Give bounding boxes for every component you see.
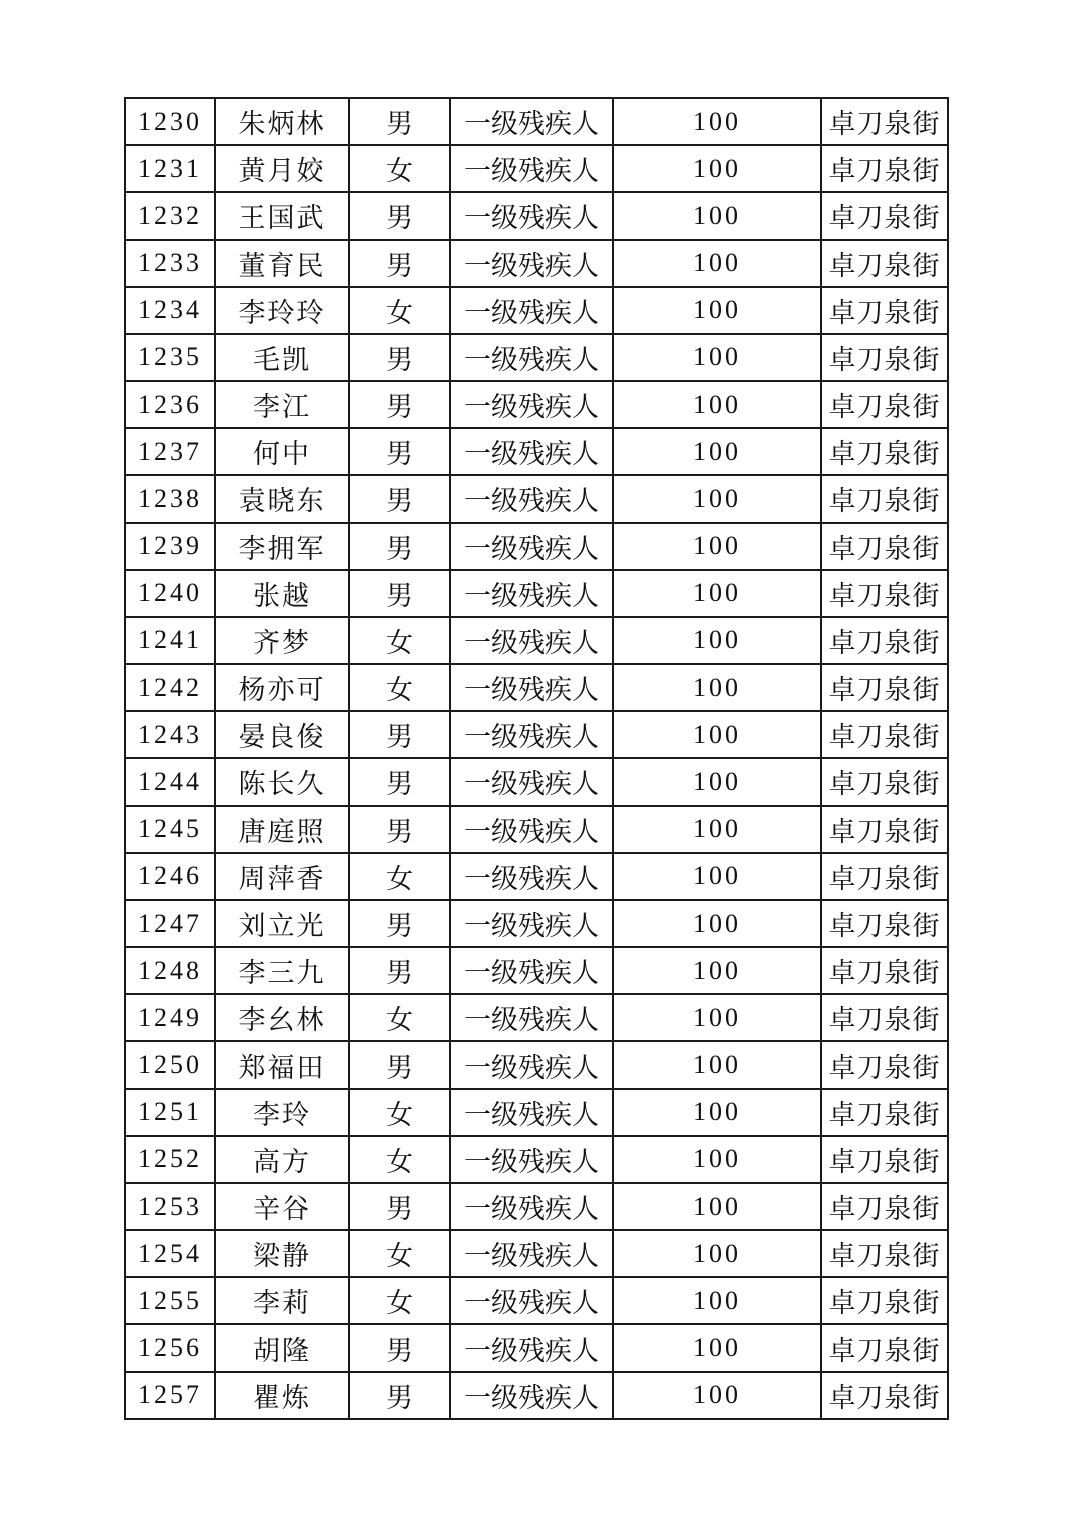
disability-category-cell: 一级残疾人: [450, 523, 613, 570]
serial-number-cell: 1242: [125, 664, 215, 711]
person-name-cell: 张越: [215, 570, 349, 617]
disability-category-cell: 一级残疾人: [450, 617, 613, 664]
table-row: [125, 758, 948, 805]
amount-cell: 100: [613, 1136, 821, 1183]
table-row: [125, 475, 948, 522]
street-cell: 卓刀泉街: [821, 98, 948, 145]
disability-category-cell: 一级残疾人: [450, 287, 613, 334]
disability-category-cell: 一级残疾人: [450, 900, 613, 947]
gender-cell: 女: [349, 287, 450, 334]
table-row: [125, 1277, 948, 1324]
street-cell: 卓刀泉街: [821, 1183, 948, 1230]
gender-cell: 男: [349, 1324, 450, 1371]
serial-number-cell: 1248: [125, 947, 215, 994]
person-name-cell: 晏良俊: [215, 711, 349, 758]
person-name-cell: 李江: [215, 381, 349, 428]
person-name-cell: 瞿炼: [215, 1372, 349, 1419]
amount-cell: 100: [613, 900, 821, 947]
table-row: [125, 947, 948, 994]
person-name-cell: 何中: [215, 428, 349, 475]
amount-cell: 100: [613, 381, 821, 428]
person-name-cell: 刘立光: [215, 900, 349, 947]
disability-category-cell: 一级残疾人: [450, 1277, 613, 1324]
amount-cell: 100: [613, 475, 821, 522]
amount-cell: 100: [613, 192, 821, 239]
roster-page: [124, 97, 947, 1420]
table-row: [125, 806, 948, 853]
serial-number-cell: 1246: [125, 853, 215, 900]
street-cell: 卓刀泉街: [821, 758, 948, 805]
table-row: [125, 192, 948, 239]
table-row: [125, 1372, 948, 1419]
serial-number-cell: 1252: [125, 1136, 215, 1183]
gender-cell: 男: [349, 523, 450, 570]
gender-cell: 女: [349, 994, 450, 1041]
street-cell: 卓刀泉街: [821, 240, 948, 287]
person-name-cell: 辛谷: [215, 1183, 349, 1230]
gender-cell: 女: [349, 1277, 450, 1324]
person-name-cell: 杨亦可: [215, 664, 349, 711]
street-cell: 卓刀泉街: [821, 428, 948, 475]
gender-cell: 男: [349, 334, 450, 381]
street-cell: 卓刀泉街: [821, 1277, 948, 1324]
disability-category-cell: 一级残疾人: [450, 428, 613, 475]
gender-cell: 女: [349, 1230, 450, 1277]
gender-cell: 男: [349, 711, 450, 758]
table-row: [125, 617, 948, 664]
disability-category-cell: 一级残疾人: [450, 806, 613, 853]
table-row: [125, 428, 948, 475]
amount-cell: 100: [613, 1324, 821, 1371]
serial-number-cell: 1250: [125, 1041, 215, 1088]
gender-cell: 女: [349, 145, 450, 192]
table-row: [125, 381, 948, 428]
disability-category-cell: 一级残疾人: [450, 334, 613, 381]
table-row: [125, 98, 948, 145]
gender-cell: 男: [349, 900, 450, 947]
table-row: [125, 1041, 948, 1088]
person-name-cell: 郑福田: [215, 1041, 349, 1088]
serial-number-cell: 1257: [125, 1372, 215, 1419]
street-cell: 卓刀泉街: [821, 853, 948, 900]
gender-cell: 男: [349, 240, 450, 287]
person-name-cell: 周萍香: [215, 853, 349, 900]
street-cell: 卓刀泉街: [821, 1324, 948, 1371]
gender-cell: 男: [349, 192, 450, 239]
amount-cell: 100: [613, 1183, 821, 1230]
table-row: [125, 1089, 948, 1136]
gender-cell: 男: [349, 98, 450, 145]
amount-cell: 100: [613, 664, 821, 711]
table-row: [125, 523, 948, 570]
person-name-cell: 李玲: [215, 1089, 349, 1136]
person-name-cell: 李拥军: [215, 523, 349, 570]
amount-cell: 100: [613, 806, 821, 853]
disability-category-cell: 一级残疾人: [450, 475, 613, 522]
amount-cell: 100: [613, 1041, 821, 1088]
amount-cell: 100: [613, 287, 821, 334]
amount-cell: 100: [613, 1277, 821, 1324]
serial-number-cell: 1256: [125, 1324, 215, 1371]
serial-number-cell: 1249: [125, 994, 215, 1041]
disability-category-cell: 一级残疾人: [450, 994, 613, 1041]
serial-number-cell: 1253: [125, 1183, 215, 1230]
gender-cell: 男: [349, 475, 450, 522]
street-cell: 卓刀泉街: [821, 1372, 948, 1419]
disability-category-cell: 一级残疾人: [450, 1041, 613, 1088]
serial-number-cell: 1255: [125, 1277, 215, 1324]
amount-cell: 100: [613, 853, 821, 900]
table-row: [125, 334, 948, 381]
table-row: [125, 240, 948, 287]
person-name-cell: 陈长久: [215, 758, 349, 805]
amount-cell: 100: [613, 240, 821, 287]
amount-cell: 100: [613, 1230, 821, 1277]
amount-cell: 100: [613, 334, 821, 381]
gender-cell: 男: [349, 947, 450, 994]
person-name-cell: 董育民: [215, 240, 349, 287]
street-cell: 卓刀泉街: [821, 1089, 948, 1136]
disability-category-cell: 一级残疾人: [450, 1183, 613, 1230]
disability-category-cell: 一级残疾人: [450, 1089, 613, 1136]
table-row: [125, 1324, 948, 1371]
amount-cell: 100: [613, 98, 821, 145]
person-name-cell: 李三九: [215, 947, 349, 994]
serial-number-cell: 1238: [125, 475, 215, 522]
disability-category-cell: 一级残疾人: [450, 381, 613, 428]
table-row: [125, 853, 948, 900]
street-cell: 卓刀泉街: [821, 334, 948, 381]
table-row: [125, 994, 948, 1041]
street-cell: 卓刀泉街: [821, 664, 948, 711]
disability-category-cell: 一级残疾人: [450, 664, 613, 711]
person-name-cell: 胡隆: [215, 1324, 349, 1371]
person-name-cell: 李莉: [215, 1277, 349, 1324]
disability-category-cell: 一级残疾人: [450, 1372, 613, 1419]
serial-number-cell: 1236: [125, 381, 215, 428]
serial-number-cell: 1237: [125, 428, 215, 475]
serial-number-cell: 1254: [125, 1230, 215, 1277]
amount-cell: 100: [613, 145, 821, 192]
table-row: [125, 287, 948, 334]
disability-category-cell: 一级残疾人: [450, 758, 613, 805]
disability-category-cell: 一级残疾人: [450, 98, 613, 145]
person-name-cell: 王国武: [215, 192, 349, 239]
serial-number-cell: 1247: [125, 900, 215, 947]
amount-cell: 100: [613, 523, 821, 570]
serial-number-cell: 1240: [125, 570, 215, 617]
gender-cell: 男: [349, 428, 450, 475]
disability-category-cell: 一级残疾人: [450, 1230, 613, 1277]
street-cell: 卓刀泉街: [821, 711, 948, 758]
disability-category-cell: 一级残疾人: [450, 1324, 613, 1371]
street-cell: 卓刀泉街: [821, 1230, 948, 1277]
amount-cell: 100: [613, 617, 821, 664]
street-cell: 卓刀泉街: [821, 381, 948, 428]
disability-category-cell: 一级残疾人: [450, 947, 613, 994]
amount-cell: 100: [613, 758, 821, 805]
amount-cell: 100: [613, 428, 821, 475]
table-row: [125, 900, 948, 947]
serial-number-cell: 1244: [125, 758, 215, 805]
serial-number-cell: 1232: [125, 192, 215, 239]
street-cell: 卓刀泉街: [821, 1041, 948, 1088]
serial-number-cell: 1251: [125, 1089, 215, 1136]
gender-cell: 女: [349, 1136, 450, 1183]
serial-number-cell: 1231: [125, 145, 215, 192]
amount-cell: 100: [613, 711, 821, 758]
table-row: [125, 570, 948, 617]
street-cell: 卓刀泉街: [821, 900, 948, 947]
table-row: [125, 145, 948, 192]
gender-cell: 男: [349, 570, 450, 617]
street-cell: 卓刀泉街: [821, 994, 948, 1041]
disability-category-cell: 一级残疾人: [450, 570, 613, 617]
roster-table: [124, 97, 949, 1420]
table-row: [125, 1136, 948, 1183]
street-cell: 卓刀泉街: [821, 806, 948, 853]
gender-cell: 女: [349, 617, 450, 664]
roster-table-body: [125, 98, 948, 1419]
gender-cell: 男: [349, 1183, 450, 1230]
gender-cell: 男: [349, 1372, 450, 1419]
serial-number-cell: 1243: [125, 711, 215, 758]
gender-cell: 男: [349, 381, 450, 428]
street-cell: 卓刀泉街: [821, 570, 948, 617]
gender-cell: 男: [349, 806, 450, 853]
person-name-cell: 朱炳林: [215, 98, 349, 145]
gender-cell: 男: [349, 758, 450, 805]
serial-number-cell: 1234: [125, 287, 215, 334]
table-row: [125, 664, 948, 711]
street-cell: 卓刀泉街: [821, 1136, 948, 1183]
person-name-cell: 袁晓东: [215, 475, 349, 522]
table-row: [125, 1230, 948, 1277]
disability-category-cell: 一级残疾人: [450, 1136, 613, 1183]
street-cell: 卓刀泉街: [821, 523, 948, 570]
serial-number-cell: 1235: [125, 334, 215, 381]
gender-cell: 女: [349, 853, 450, 900]
table-row: [125, 711, 948, 758]
disability-category-cell: 一级残疾人: [450, 711, 613, 758]
street-cell: 卓刀泉街: [821, 192, 948, 239]
disability-category-cell: 一级残疾人: [450, 192, 613, 239]
amount-cell: 100: [613, 1372, 821, 1419]
person-name-cell: 唐庭照: [215, 806, 349, 853]
person-name-cell: 李玲玲: [215, 287, 349, 334]
gender-cell: 男: [349, 1041, 450, 1088]
gender-cell: 女: [349, 1089, 450, 1136]
person-name-cell: 梁静: [215, 1230, 349, 1277]
table-row: [125, 1183, 948, 1230]
amount-cell: 100: [613, 947, 821, 994]
serial-number-cell: 1233: [125, 240, 215, 287]
person-name-cell: 高方: [215, 1136, 349, 1183]
serial-number-cell: 1239: [125, 523, 215, 570]
amount-cell: 100: [613, 570, 821, 617]
disability-category-cell: 一级残疾人: [450, 145, 613, 192]
person-name-cell: 李幺林: [215, 994, 349, 1041]
amount-cell: 100: [613, 1089, 821, 1136]
street-cell: 卓刀泉街: [821, 145, 948, 192]
street-cell: 卓刀泉街: [821, 947, 948, 994]
serial-number-cell: 1230: [125, 98, 215, 145]
serial-number-cell: 1241: [125, 617, 215, 664]
street-cell: 卓刀泉街: [821, 475, 948, 522]
disability-category-cell: 一级残疾人: [450, 240, 613, 287]
street-cell: 卓刀泉街: [821, 617, 948, 664]
person-name-cell: 齐梦: [215, 617, 349, 664]
person-name-cell: 毛凯: [215, 334, 349, 381]
serial-number-cell: 1245: [125, 806, 215, 853]
amount-cell: 100: [613, 994, 821, 1041]
person-name-cell: 黄月姣: [215, 145, 349, 192]
gender-cell: 女: [349, 664, 450, 711]
disability-category-cell: 一级残疾人: [450, 853, 613, 900]
street-cell: 卓刀泉街: [821, 287, 948, 334]
